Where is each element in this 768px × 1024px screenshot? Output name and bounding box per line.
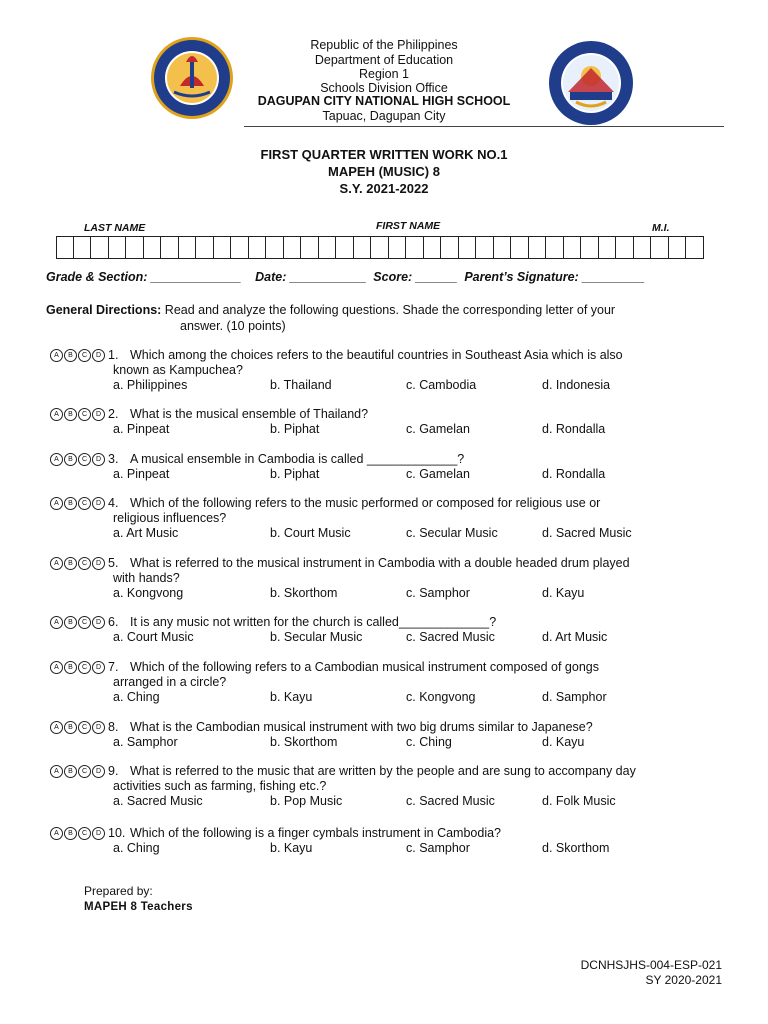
question-text: Which of the following is a finger cymbals instrument in Cambodia? bbox=[130, 826, 502, 840]
question-item bbox=[50, 496, 730, 541]
question-number: 5. bbox=[108, 556, 119, 570]
answer-bubble[interactable]: D bbox=[92, 661, 105, 674]
question-item bbox=[50, 348, 730, 393]
question-item bbox=[50, 720, 730, 750]
prepared-label: Prepared by: bbox=[84, 884, 153, 898]
exam-title: FIRST QUARTER WRITTEN WORK NO.1 bbox=[260, 147, 508, 162]
choice-c: c. Sacred Music bbox=[406, 794, 495, 808]
answer-bubble[interactable]: B bbox=[64, 453, 77, 466]
question-item bbox=[50, 826, 730, 856]
question-number: 7. bbox=[108, 660, 119, 674]
name-letter-box[interactable] bbox=[144, 236, 162, 259]
answer-bubble[interactable]: C bbox=[78, 721, 91, 734]
answer-bubble[interactable]: B bbox=[64, 616, 77, 629]
name-letter-box[interactable] bbox=[214, 236, 232, 259]
school-name: DAGUPAN CITY NATIONAL HIGH SCHOOL bbox=[257, 94, 511, 108]
name-letter-box[interactable] bbox=[161, 236, 179, 259]
name-letter-box[interactable] bbox=[56, 236, 74, 259]
name-letter-box[interactable] bbox=[564, 236, 582, 259]
question-line bbox=[50, 764, 730, 779]
question-line bbox=[50, 348, 730, 363]
answer-bubble[interactable]: D bbox=[92, 616, 105, 629]
question-number: 3. bbox=[108, 452, 119, 466]
question-number: 1. bbox=[108, 348, 119, 362]
choice-row bbox=[50, 841, 730, 856]
name-letter-box[interactable] bbox=[599, 236, 617, 259]
choice-b: b. Skorthom bbox=[270, 735, 338, 749]
choice-row bbox=[50, 378, 730, 393]
answer-bubbles bbox=[50, 408, 106, 421]
name-letter-box[interactable] bbox=[546, 236, 564, 259]
choice-a: a. Pinpeat bbox=[113, 467, 170, 481]
choice-d: d. Art Music bbox=[542, 630, 608, 644]
choice-a: a. Pinpeat bbox=[113, 422, 170, 436]
doc-sy: SY 2020-2021 bbox=[645, 973, 722, 987]
document-code bbox=[581, 958, 722, 988]
header-republic: Republic of the Philippines bbox=[310, 38, 458, 52]
choice-row bbox=[50, 794, 730, 809]
answer-bubble[interactable]: C bbox=[78, 408, 91, 421]
name-letter-box[interactable] bbox=[511, 236, 529, 259]
question-line bbox=[50, 556, 730, 571]
choice-d: d. Kayu bbox=[542, 586, 585, 600]
name-letter-box[interactable] bbox=[196, 236, 214, 259]
question-item bbox=[50, 660, 730, 705]
prepared-by-name: MAPEH 8 Teachers bbox=[84, 901, 193, 913]
choice-a: a. Court Music bbox=[113, 630, 194, 644]
name-letter-box[interactable] bbox=[581, 236, 599, 259]
choice-a: a. Kongvong bbox=[113, 586, 184, 600]
answer-bubble[interactable]: A bbox=[50, 765, 63, 778]
answer-bubbles bbox=[50, 827, 106, 840]
exam-subject: MAPEH (MUSIC) 8 bbox=[328, 164, 440, 179]
choice-d: d. Samphor bbox=[542, 690, 607, 704]
header-rule bbox=[244, 126, 724, 127]
answer-bubble[interactable]: A bbox=[50, 661, 63, 674]
choice-a: a. Art Music bbox=[113, 526, 179, 540]
last-name-label: LAST NAME bbox=[84, 222, 146, 234]
answer-bubble[interactable]: C bbox=[78, 349, 91, 362]
choice-d: d. Skorthom bbox=[542, 841, 610, 855]
name-letter-box[interactable] bbox=[336, 236, 354, 259]
answer-bubble[interactable]: C bbox=[78, 661, 91, 674]
answer-bubble[interactable]: C bbox=[78, 827, 91, 840]
name-letter-box[interactable] bbox=[179, 236, 197, 259]
name-letter-box[interactable] bbox=[91, 236, 109, 259]
answer-bubble[interactable]: B bbox=[64, 827, 77, 840]
choice-a: a. Samphor bbox=[113, 735, 178, 749]
answer-bubble[interactable]: A bbox=[50, 827, 63, 840]
choice-b: b. Kayu bbox=[270, 690, 313, 704]
answer-bubbles bbox=[50, 616, 106, 629]
name-letter-box[interactable] bbox=[371, 236, 389, 259]
question-number: 10. bbox=[108, 826, 126, 840]
choice-c: c. Kongvong bbox=[406, 690, 476, 704]
question-text: It is any music not written for the church is called_____________? bbox=[130, 615, 497, 629]
answer-bubble[interactable]: D bbox=[92, 453, 105, 466]
name-letter-box[interactable] bbox=[686, 236, 704, 259]
answer-bubble[interactable]: D bbox=[92, 721, 105, 734]
question-item bbox=[50, 764, 730, 809]
answer-bubble[interactable]: D bbox=[92, 827, 105, 840]
answer-bubble[interactable]: A bbox=[50, 497, 63, 510]
name-letter-box[interactable] bbox=[459, 236, 477, 259]
choice-a: a. Philippines bbox=[113, 378, 188, 392]
choice-c: c. Sacred Music bbox=[406, 630, 495, 644]
mi-label: M.I. bbox=[652, 222, 670, 234]
answer-bubble[interactable]: D bbox=[92, 765, 105, 778]
answer-bubble[interactable]: B bbox=[64, 557, 77, 570]
name-letter-box[interactable] bbox=[529, 236, 547, 259]
question-item bbox=[50, 452, 730, 482]
choice-b: b. Court Music bbox=[270, 526, 351, 540]
answer-bubble[interactable]: B bbox=[64, 497, 77, 510]
name-letter-box[interactable] bbox=[354, 236, 372, 259]
school-address: Tapuac, Dagupan City bbox=[322, 109, 446, 123]
answer-bubble[interactable]: A bbox=[50, 721, 63, 734]
name-letter-box[interactable] bbox=[231, 236, 249, 259]
choice-d: d. Folk Music bbox=[542, 794, 616, 808]
question-text: What is referred to the music that are written by the people and are sung to accompany day bbox=[130, 764, 636, 778]
directions-text: Read and analyze the following questions. Shade the corresponding letter of your bbox=[161, 303, 616, 317]
directions-label: General Directions: bbox=[46, 303, 162, 317]
doc-code: DCNHSJHS-004-ESP-021 bbox=[580, 958, 722, 972]
choice-c: c. Ching bbox=[406, 735, 452, 749]
question-text: What is the musical ensemble of Thailand? bbox=[130, 407, 369, 421]
answer-bubble[interactable]: B bbox=[64, 408, 77, 421]
question-number: 4. bbox=[108, 496, 119, 510]
question-number: 9. bbox=[108, 764, 119, 778]
choice-row bbox=[50, 422, 730, 437]
answer-bubble[interactable]: C bbox=[78, 557, 91, 570]
choice-row bbox=[50, 690, 730, 705]
question-text-cont: religious influences? bbox=[113, 511, 227, 525]
choice-d: d. Rondalla bbox=[542, 422, 606, 436]
answer-bubble[interactable]: A bbox=[50, 557, 63, 570]
answer-bubble[interactable]: B bbox=[64, 765, 77, 778]
header-deped: Department of Education bbox=[314, 53, 454, 67]
choice-a: a. Ching bbox=[113, 841, 160, 855]
answer-bubbles bbox=[50, 661, 106, 674]
choice-c: c. Secular Music bbox=[406, 526, 498, 540]
choice-row bbox=[50, 526, 730, 541]
answer-bubble[interactable]: A bbox=[50, 453, 63, 466]
choice-a: a. Ching bbox=[113, 690, 160, 704]
name-letter-box[interactable] bbox=[389, 236, 407, 259]
answer-bubble[interactable]: C bbox=[78, 453, 91, 466]
name-letter-box[interactable] bbox=[616, 236, 634, 259]
question-text: Which among the choices refers to the beautiful countries in Southeast Asia which is also bbox=[130, 348, 623, 362]
question-text-cont: arranged in a circle? bbox=[113, 675, 227, 689]
answer-bubbles bbox=[50, 349, 106, 362]
name-letter-box[interactable] bbox=[424, 236, 442, 259]
answer-bubble[interactable]: C bbox=[78, 497, 91, 510]
answer-bubble[interactable]: D bbox=[92, 408, 105, 421]
answer-bubble[interactable]: B bbox=[64, 349, 77, 362]
answer-bubbles bbox=[50, 497, 106, 510]
choice-d: d. Sacred Music bbox=[542, 526, 632, 540]
question-item bbox=[50, 556, 730, 601]
name-letter-box[interactable] bbox=[406, 236, 424, 259]
name-letter-box[interactable] bbox=[319, 236, 337, 259]
name-letter-box[interactable] bbox=[266, 236, 284, 259]
choice-b: b. Kayu bbox=[270, 841, 313, 855]
choice-c: c. Samphor bbox=[406, 841, 470, 855]
choice-b: b. Skorthom bbox=[270, 586, 338, 600]
name-letter-box[interactable] bbox=[284, 236, 302, 259]
choice-c: c. Cambodia bbox=[406, 378, 477, 392]
name-letter-box[interactable] bbox=[651, 236, 669, 259]
answer-bubbles bbox=[50, 721, 106, 734]
question-line bbox=[50, 826, 730, 841]
question-number: 2. bbox=[108, 407, 119, 421]
choice-d: d. Kayu bbox=[542, 735, 585, 749]
name-letter-box[interactable] bbox=[476, 236, 494, 259]
name-letter-box[interactable] bbox=[669, 236, 687, 259]
directions-text-cont: answer. (10 points) bbox=[180, 319, 286, 333]
general-directions bbox=[46, 302, 726, 334]
answer-bubble[interactable]: C bbox=[78, 616, 91, 629]
header-region: Region 1 bbox=[358, 67, 410, 81]
question-text-cont: known as Kampuchea? bbox=[113, 363, 243, 377]
answer-bubble[interactable]: A bbox=[50, 408, 63, 421]
question-text-cont: activities such as farming, fishing etc.? bbox=[113, 779, 327, 793]
question-text: What is the Cambodian musical instrument with two big drums similar to Japanese? bbox=[130, 720, 593, 734]
question-item bbox=[50, 407, 730, 437]
name-letter-box[interactable] bbox=[109, 236, 127, 259]
question-line bbox=[50, 407, 730, 422]
answer-bubble[interactable]: D bbox=[92, 349, 105, 362]
choice-row bbox=[50, 586, 730, 601]
name-letter-box[interactable] bbox=[126, 236, 144, 259]
question-line bbox=[50, 660, 730, 675]
choice-d: d. Rondalla bbox=[542, 467, 606, 481]
choice-b: b. Thailand bbox=[270, 378, 332, 392]
header-division: Schools Division Office bbox=[320, 81, 448, 95]
student-info-line[interactable]: Grade & Section: _____________ Date: ___________ Score: ______ Parent’s Signature: _________ bbox=[46, 270, 645, 284]
choice-row bbox=[50, 735, 730, 750]
name-letter-box[interactable] bbox=[441, 236, 459, 259]
choice-c: c. Gamelan bbox=[406, 422, 470, 436]
name-letter-box[interactable] bbox=[301, 236, 319, 259]
question-text: Which of the following refers to a Cambodian musical instrument composed of gongs bbox=[130, 660, 599, 674]
choice-a: a. Sacred Music bbox=[113, 794, 203, 808]
choice-c: c. Samphor bbox=[406, 586, 470, 600]
name-letter-box[interactable] bbox=[494, 236, 512, 259]
question-number: 6. bbox=[108, 615, 119, 629]
choice-b: b. Piphat bbox=[270, 467, 320, 481]
answer-bubble[interactable]: D bbox=[92, 557, 105, 570]
name-letter-box[interactable] bbox=[74, 236, 92, 259]
name-box-grid[interactable] bbox=[56, 236, 704, 259]
prepared-by bbox=[84, 884, 193, 915]
choice-d: d. Indonesia bbox=[542, 378, 611, 392]
answer-bubble[interactable]: A bbox=[50, 616, 63, 629]
question-line bbox=[50, 452, 730, 467]
question-text-cont: with hands? bbox=[113, 571, 180, 585]
exam-school-year: S.Y. 2021-2022 bbox=[339, 181, 429, 196]
choice-row bbox=[50, 630, 730, 645]
question-line bbox=[50, 615, 730, 630]
question-number: 8. bbox=[108, 720, 119, 734]
question-line bbox=[50, 720, 730, 735]
first-name-label: FIRST NAME bbox=[376, 220, 441, 232]
question-text: A musical ensemble in Cambodia is called _____________? bbox=[130, 452, 465, 466]
answer-bubbles bbox=[50, 765, 106, 778]
answer-bubbles bbox=[50, 453, 106, 466]
choice-b: b. Piphat bbox=[270, 422, 320, 436]
answer-bubbles bbox=[50, 557, 106, 570]
question-item bbox=[50, 615, 730, 645]
answer-bubble[interactable]: A bbox=[50, 349, 63, 362]
choice-row bbox=[50, 467, 730, 482]
answer-bubble[interactable]: B bbox=[64, 661, 77, 674]
question-text: Which of the following refers to the music performed or composed for religious use or bbox=[130, 496, 601, 510]
answer-bubble[interactable]: C bbox=[78, 765, 91, 778]
choice-b: b. Secular Music bbox=[270, 630, 363, 644]
answer-bubble[interactable]: D bbox=[92, 497, 105, 510]
name-letter-box[interactable] bbox=[634, 236, 652, 259]
name-letter-box[interactable] bbox=[249, 236, 267, 259]
answer-bubble[interactable]: B bbox=[64, 721, 77, 734]
question-text: What is referred to the musical instrument in Cambodia with a double headed drum played bbox=[130, 556, 630, 570]
choice-c: c. Gamelan bbox=[406, 467, 470, 481]
choice-b: b. Pop Music bbox=[270, 794, 343, 808]
question-line bbox=[50, 496, 730, 511]
